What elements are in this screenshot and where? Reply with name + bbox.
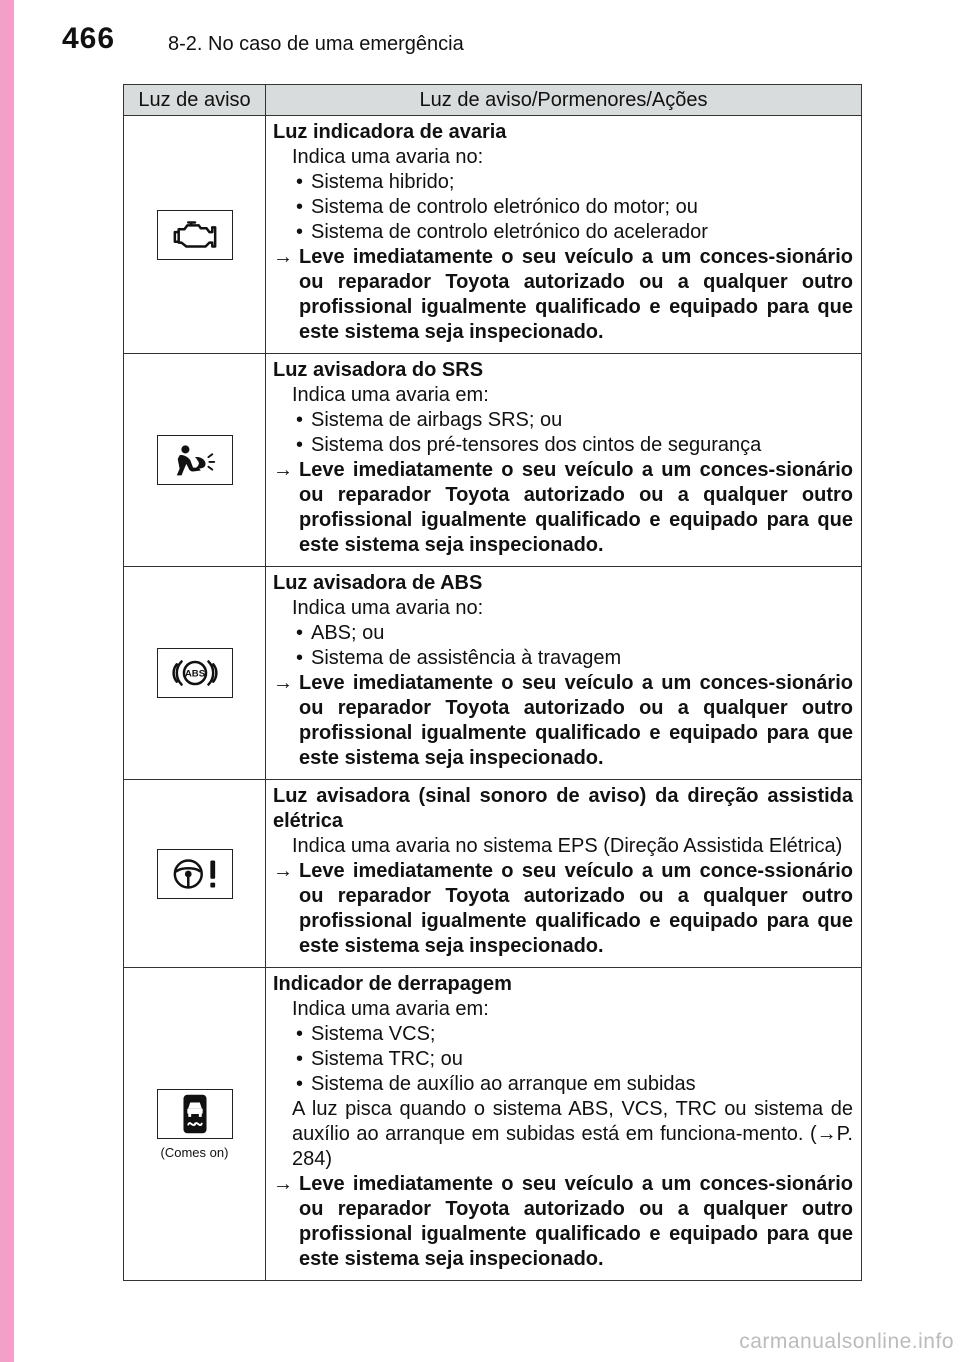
light-intro: Indica uma avaria no: [292, 146, 484, 168]
list-item: • Sistema dos pré-tensores dos cintos de segurança [273, 433, 853, 458]
section-title: 8-2. No caso de uma emergência [168, 33, 464, 55]
list-item: • Sistema de assistência à travagem [273, 646, 853, 671]
list-item: • Sistema de controlo eletrónico do motor; ou [273, 195, 853, 220]
light-intro: Indica uma avaria em: [292, 384, 489, 406]
engine-check-icon [157, 210, 233, 260]
action-text [273, 671, 853, 771]
icon-cell [124, 780, 266, 968]
arrow-icon: → [273, 459, 293, 481]
list-item: • Sistema TRC; ou [273, 1047, 853, 1072]
list-item: • Sistema VCS; [273, 1022, 853, 1047]
light-title: Luz avisadora (sinal sonoro de aviso) da direção assistida elétrica [273, 785, 853, 832]
arrow-icon: → [273, 860, 293, 882]
list-item: • ABS; ou [273, 621, 853, 646]
action-text [273, 458, 853, 558]
list-item: • Sistema de controlo eletrónico do acelerador [273, 220, 853, 245]
light-title: Luz avisadora do SRS [273, 359, 484, 381]
watermark: carmanualsonline.info [739, 1330, 954, 1353]
light-title: Luz avisadora de ABS [273, 572, 483, 594]
details-cell [266, 780, 862, 968]
action-label: Leve imediatamente o seu veículo a um conces-sionário ou reparador Toyota autorizado ou a qualquer outro profissional igualmente qualificado e equipado para que este sistema seja inspecionado. [299, 1173, 853, 1270]
light-intro: Indica uma avaria em: [292, 998, 489, 1020]
details-cell [266, 116, 862, 354]
action-label: Leve imediatamente o seu veículo a um conces-sionário ou reparador Toyota autorizado ou a qualquer outro profissional igualmente qualificado e equipado para que este sistema seja inspecionado. [299, 459, 853, 556]
table-row [124, 567, 862, 780]
action-label: Leve imediatamente o seu veículo a um conces-sionário ou reparador Toyota autorizado ou a qualquer outro profissional igualmente qualificado e equipado para que este sistema seja inspecionado. [299, 672, 853, 769]
icon-caption: (Comes on) [160, 1144, 229, 1160]
list-item: • Sistema de airbags SRS; ou [273, 408, 853, 433]
icon-cell [124, 567, 266, 780]
power-steering-warning-icon [157, 849, 233, 899]
table-row [124, 968, 862, 1281]
icon-cell [124, 968, 266, 1281]
list-item: • Sistema de auxílio ao arranque em subidas [273, 1072, 853, 1097]
details-cell [266, 354, 862, 567]
icon-cell [124, 354, 266, 567]
icon-cell [124, 116, 266, 354]
light-intro: Indica uma avaria no: [292, 597, 484, 619]
arrow-icon: → [273, 672, 293, 694]
side-color-strip [0, 0, 14, 1362]
arrow-icon: → [273, 246, 293, 268]
srs-airbag-icon [157, 435, 233, 485]
arrow-icon: → [273, 1173, 293, 1195]
details-cell [266, 567, 862, 780]
warning-lights-table [123, 84, 862, 1281]
table-row [124, 116, 862, 354]
table-row [124, 354, 862, 567]
light-intro: Indica uma avaria no sistema EPS (Direção Assistida Elétrica) [292, 835, 843, 857]
light-note: A luz pisca quando o sistema ABS, VCS, TRC ou sistema de auxílio ao arranque em subidas está em funciona-mento. (→P. 284) [292, 1098, 853, 1170]
table-header-row [124, 85, 862, 116]
abs-icon [157, 648, 233, 698]
table-row [124, 780, 862, 968]
action-text [273, 245, 853, 345]
light-title: Indicador de derrapagem [273, 973, 512, 995]
abs-icon-label: ABS [184, 668, 205, 680]
action-label: Leve imediatamente o seu veículo a um conces-sionário ou reparador Toyota autorizado ou a qualquer outro profissional igualmente qualificado e equipado para que este sistema seja inspecionado. [299, 246, 853, 343]
slip-indicator-icon [157, 1089, 233, 1139]
column-header-light: Luz de aviso [124, 85, 266, 116]
action-text [273, 859, 853, 959]
list-item: • Sistema hibrido; [273, 170, 853, 195]
column-header-details: Luz de aviso/Pormenores/Ações [266, 85, 862, 116]
light-title: Luz indicadora de avaria [273, 121, 507, 143]
details-cell [266, 968, 862, 1281]
page-number: 466 [62, 22, 116, 55]
action-label: Leve imediatamente o seu veículo a um conce-ssionário ou reparador Toyota autorizado ou a qualquer outro profissional igualmente qualificado e equipado para que este sistema seja inspecionado. [299, 860, 853, 957]
action-text [273, 1172, 853, 1272]
